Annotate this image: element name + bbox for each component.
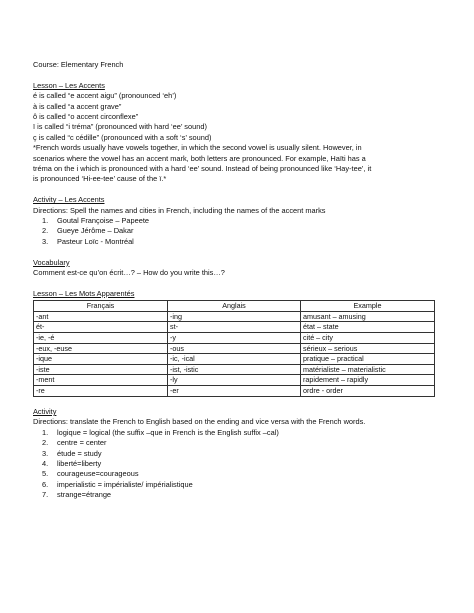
list-number: 7. bbox=[42, 490, 49, 500]
accent-line: ï is called “i tréma” (pronounced with hard ‘ee’ sound) bbox=[33, 122, 207, 132]
list-item bbox=[33, 490, 443, 500]
list-number: 1. bbox=[42, 216, 49, 226]
accents-heading: Lesson – Les Accents bbox=[33, 80, 105, 90]
list-item bbox=[33, 216, 443, 226]
list-number: 6. bbox=[42, 479, 49, 489]
column-header-anglais: Anglais bbox=[168, 301, 301, 312]
list-number: 3. bbox=[42, 236, 49, 246]
list-text: Gueye Jérôme – Dakar bbox=[57, 226, 134, 236]
activity2-list bbox=[33, 428, 443, 501]
list-text: centre = center bbox=[57, 438, 107, 448]
list-number: 3. bbox=[42, 448, 49, 458]
accent-line: ô is called “o accent circonflexe” bbox=[33, 112, 139, 122]
list-item bbox=[33, 226, 443, 236]
activity1-directions: Directions: Spell the names and cities in French, including the names of the accent marks bbox=[33, 205, 326, 215]
list-text: logique = logical (the suffix –que in French is the English suffix –cal) bbox=[57, 427, 279, 437]
accent-line: é is called “e accent aigu” (pronounced ‘eh’) bbox=[33, 91, 177, 101]
activity2-directions: Directions: translate the French to English based on the ending and vice versa with the French words. bbox=[33, 417, 366, 427]
table-row bbox=[34, 343, 435, 354]
table-row bbox=[34, 386, 435, 397]
column-header-example: Example bbox=[301, 301, 435, 312]
table-row bbox=[34, 354, 435, 365]
list-number: 4. bbox=[42, 459, 49, 469]
table-cell: -ie, -é bbox=[34, 333, 168, 344]
list-item bbox=[33, 237, 443, 247]
table-cell: matérialiste – materialistic bbox=[301, 364, 435, 375]
list-number: 2. bbox=[42, 226, 49, 236]
list-number: 1. bbox=[42, 427, 49, 437]
mots-table bbox=[33, 300, 435, 396]
activity1-heading: Activity – Les Accents bbox=[33, 195, 105, 205]
table-row bbox=[34, 322, 435, 333]
list-text: étude = study bbox=[57, 448, 102, 458]
table-cell: -er bbox=[168, 386, 301, 397]
table-row bbox=[34, 364, 435, 375]
table-cell: état – state bbox=[301, 322, 435, 333]
vocabulary-text: Comment est-ce qu’on écrit…? – How do you write this…? bbox=[33, 268, 225, 278]
accent-note-line: tréma on the i which is pronounced with a hard ‘ee’ sound. Instead of being pronounced like ‘Hay-tee’, it bbox=[33, 164, 372, 174]
table-cell: -ment bbox=[34, 375, 168, 386]
table-cell: sérieux – serious bbox=[301, 343, 435, 354]
list-item bbox=[33, 438, 443, 448]
table-cell: ordre - order bbox=[301, 386, 435, 397]
list-item bbox=[33, 459, 443, 469]
table-cell: pratique – practical bbox=[301, 354, 435, 365]
column-header-francais: Français bbox=[34, 301, 168, 312]
document-page bbox=[33, 60, 443, 501]
list-item bbox=[33, 469, 443, 479]
list-text: courageuse=courageous bbox=[57, 469, 139, 479]
table-cell: -ic, -ical bbox=[168, 354, 301, 365]
table-row bbox=[34, 311, 435, 322]
list-text: liberté=liberty bbox=[57, 459, 102, 469]
list-text: Goutal Françoise – Papeete bbox=[57, 216, 150, 226]
course-title: Course: Elementary French bbox=[33, 60, 124, 69]
list-text: strange=étrange bbox=[57, 490, 112, 500]
list-text: imperialistic = impérialiste/ impérialistique bbox=[57, 479, 193, 489]
accent-note-line: is pronounced ‘Hi-ee-tee’ cause of the ï.* bbox=[33, 174, 167, 184]
accent-note-line: scenarios where the vowel has an accent mark, both letters are pronounced. For example, Haïti has a bbox=[33, 153, 366, 163]
table-cell: -ant bbox=[34, 311, 168, 322]
list-item bbox=[33, 449, 443, 459]
mots-table-body bbox=[34, 311, 435, 396]
list-number: 2. bbox=[42, 438, 49, 448]
accent-line: ç is called “c cédille” (pronounced with a soft ‘s’ sound) bbox=[33, 132, 212, 142]
table-cell: -ist, -istic bbox=[168, 364, 301, 375]
table-cell: -eux, -euse bbox=[34, 343, 168, 354]
table-row bbox=[34, 333, 435, 344]
table-cell: -re bbox=[34, 386, 168, 397]
table-cell: rapidement – rapidly bbox=[301, 375, 435, 386]
table-cell: amusant – amusing bbox=[301, 311, 435, 322]
table-cell: cité – city bbox=[301, 333, 435, 344]
activity2-heading: Activity bbox=[33, 407, 57, 417]
accent-note-line: *French words usually have vowels together, in which the second vowel is usually silent. However, in bbox=[33, 143, 362, 153]
mots-heading: Lesson – Les Mots Apparentés bbox=[33, 288, 135, 298]
list-number: 5. bbox=[42, 469, 49, 479]
vocabulary-heading: Vocabulary bbox=[33, 257, 70, 267]
table-cell: -ing bbox=[168, 311, 301, 322]
table-cell: st- bbox=[168, 322, 301, 333]
table-cell: -y bbox=[168, 333, 301, 344]
table-header-row bbox=[34, 301, 435, 312]
table-cell: -ique bbox=[34, 354, 168, 365]
table-cell: -ly bbox=[168, 375, 301, 386]
activity1-list bbox=[33, 216, 443, 247]
accent-line: à is called “a accent grave” bbox=[33, 101, 122, 111]
list-item bbox=[33, 428, 443, 438]
table-cell: -iste bbox=[34, 364, 168, 375]
list-item bbox=[33, 480, 443, 490]
table-row bbox=[34, 375, 435, 386]
list-text: Pasteur Loïc - Montréal bbox=[57, 236, 134, 246]
table-cell: ét- bbox=[34, 322, 168, 333]
table-cell: -ous bbox=[168, 343, 301, 354]
